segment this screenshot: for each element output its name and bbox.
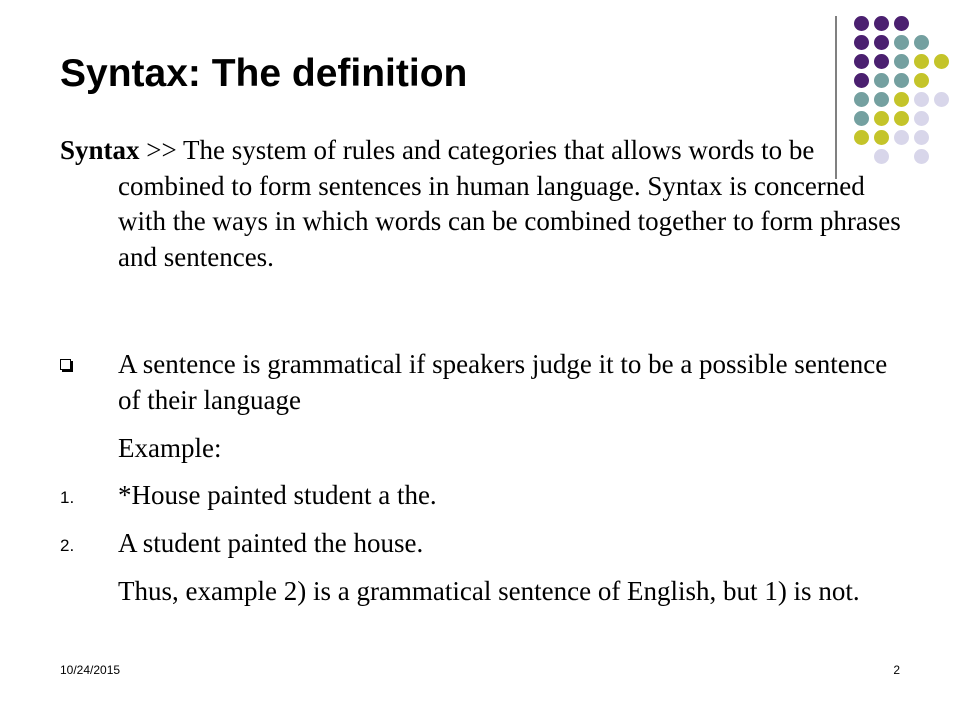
decorative-dot <box>914 149 929 164</box>
decorative-dot <box>894 16 909 31</box>
decorative-dot <box>874 54 889 69</box>
example-text: *House painted student a the. <box>118 480 437 510</box>
example-number: 1. <box>60 488 75 507</box>
example-label: Example: <box>118 433 222 463</box>
decorative-dot <box>914 92 929 107</box>
checkbox-bullet-icon <box>60 359 71 370</box>
bullet-text: A sentence is grammatical if speakers judge it to be a possible sentence of their language <box>118 349 888 415</box>
decorative-dot <box>914 111 929 126</box>
decorative-dot <box>934 54 949 69</box>
decorative-dot <box>894 35 909 50</box>
definition-paragraph <box>60 133 908 275</box>
conclusion-text: Thus, example 2) is a grammatical sentence of English, but 1) is not. <box>118 576 860 606</box>
decorative-dot <box>854 54 869 69</box>
decorative-dot <box>874 73 889 88</box>
decorative-dot <box>854 16 869 31</box>
decorative-dot <box>854 111 869 126</box>
decorative-dot <box>854 92 869 107</box>
decorative-dot <box>854 35 869 50</box>
decorative-dot <box>894 111 909 126</box>
decorative-dot <box>914 130 929 145</box>
decorative-dot <box>854 73 869 88</box>
footer-date: 10/24/2015 <box>60 663 121 677</box>
decorative-dot <box>874 35 889 50</box>
example-number: 2. <box>60 536 75 555</box>
page-number: 2 <box>893 663 900 677</box>
decorative-dot <box>894 92 909 107</box>
decorative-dot <box>914 54 929 69</box>
example-text: A student painted the house. <box>118 528 424 558</box>
definition-text: >> The system of rules and categories that allows words to be combined to form sentences in human language. Syntax is concerned with the ways in which words can be combined together to form phrases and sentences. <box>118 135 901 272</box>
decorative-dot <box>914 35 929 50</box>
decorative-dot <box>874 111 889 126</box>
decorative-dot <box>874 92 889 107</box>
decorative-dot <box>894 73 909 88</box>
decorative-dot <box>894 54 909 69</box>
decorative-dot <box>874 16 889 31</box>
decorative-dot <box>934 92 949 107</box>
definition-term: Syntax <box>60 135 140 165</box>
slide-title: Syntax: The definition <box>60 52 468 95</box>
decorative-dot <box>914 73 929 88</box>
